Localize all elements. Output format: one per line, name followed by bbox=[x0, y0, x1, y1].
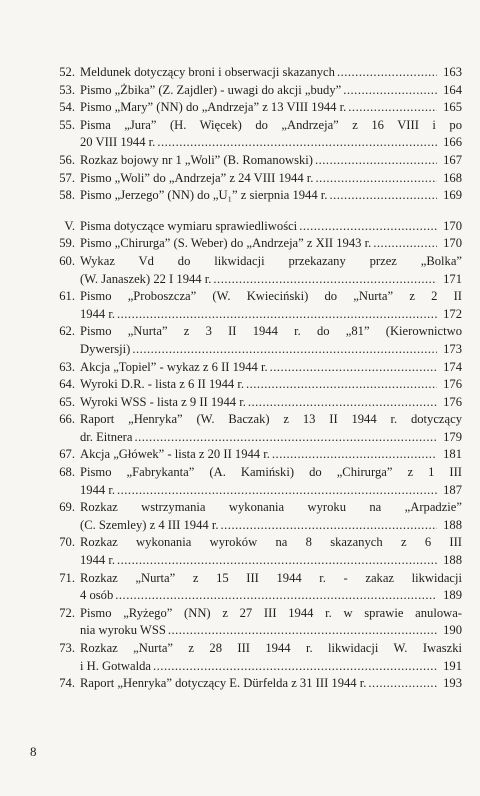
toc-entry-title-line: 1944 r. bbox=[80, 482, 115, 497]
toc-entry bbox=[52, 99, 462, 117]
toc-dot-leader bbox=[348, 99, 437, 117]
toc-entry-number: 72. bbox=[59, 605, 75, 620]
toc-entry-number: 59. bbox=[59, 236, 75, 251]
toc-entry-page: 173 bbox=[443, 341, 462, 356]
toc-section-number: V. bbox=[64, 218, 75, 233]
toc-entry-page: 168 bbox=[443, 170, 462, 185]
toc-entry bbox=[52, 499, 462, 534]
toc-entry-title-line: dr. Eitnera bbox=[80, 429, 133, 444]
toc-entry-title-line: 1944 r. bbox=[80, 306, 115, 321]
toc-entry bbox=[52, 376, 462, 394]
toc-entry-title-line: nia wyroku WSS bbox=[80, 623, 166, 638]
toc-section-v bbox=[52, 218, 462, 236]
toc-entry-title-line: Raport „Henryka” (W. Baczak) z 13 II 1944 r. dotyczący bbox=[80, 412, 462, 427]
toc-entry-title-line: (C. Szemley) z 4 III 1944 r. bbox=[80, 517, 219, 532]
toc-dot-leader bbox=[270, 359, 437, 377]
toc-entry bbox=[52, 187, 462, 205]
toc-entry bbox=[52, 253, 462, 288]
toc-entry-number: 61. bbox=[59, 289, 75, 304]
toc-dot-leader bbox=[115, 587, 437, 605]
toc-dot-leader bbox=[213, 271, 437, 289]
toc-dot-leader bbox=[315, 152, 437, 170]
toc-entry-number: 54. bbox=[59, 100, 75, 115]
toc-entry-title-line: Pismo „Woli” do „Andrzeja” z 24 VIII 1944 r. bbox=[80, 170, 314, 185]
toc-entry-number: 62. bbox=[59, 324, 75, 339]
toc-entry bbox=[52, 288, 462, 323]
toc-entry-number: 69. bbox=[59, 500, 75, 515]
toc-entry-title-line: Wykaz Vd do likwidacji przekazany przez „Bolka” bbox=[80, 253, 462, 268]
toc-entry-title-line: Akcja „Główek” - lista z 20 II 1944 r. bbox=[80, 447, 270, 462]
toc-group-justice bbox=[52, 235, 462, 692]
toc-entry bbox=[52, 323, 462, 358]
toc-entry-title-line: Raport „Henryka” dotyczący E. Dürfelda z 31 III 1944 r. bbox=[80, 676, 367, 691]
toc-entry-number: 68. bbox=[59, 465, 75, 480]
toc-entry-number: 55. bbox=[59, 117, 75, 132]
toc-entry-title-line: i H. Gotwalda bbox=[80, 658, 151, 673]
toc-entry bbox=[52, 640, 462, 675]
toc-entry bbox=[52, 411, 462, 446]
toc-entry-title-line: Pismo „Jerzego” (NN) do „U₁” z sierpnia 1944 r. bbox=[80, 188, 328, 203]
toc-entry-number: 63. bbox=[59, 359, 75, 374]
toc-dot-leader bbox=[117, 552, 437, 570]
toc-entry-page: 179 bbox=[443, 429, 462, 444]
toc-section-page: 170 bbox=[443, 218, 462, 233]
toc-entry-title-line: Rozkaz wykonania wyroków na 8 skazanych z 6 III bbox=[80, 535, 462, 550]
toc-dot-leader bbox=[299, 218, 437, 236]
toc-dot-leader bbox=[368, 675, 437, 693]
toc-dot-leader bbox=[315, 170, 437, 188]
toc-entry-page: 174 bbox=[443, 359, 462, 374]
toc-entry-number: 52. bbox=[59, 65, 75, 79]
toc-entry-title-line: Pismo „Nurta” z 3 II 1944 r. do „81” (Kierownictwo bbox=[80, 324, 462, 339]
toc-entry-page: 189 bbox=[443, 588, 462, 603]
toc-entry-page: 170 bbox=[443, 236, 462, 251]
toc-dot-leader bbox=[337, 64, 437, 82]
toc-entry-title-line: Pismo „Chirurga” (S. Weber) do „Andrzeja” z XII 1943 r. bbox=[80, 236, 372, 251]
toc-entry-title-line: (W. Janaszek) 22 I 1944 r. bbox=[80, 271, 212, 286]
toc-dot-leader bbox=[272, 446, 437, 464]
toc-entry-page: 176 bbox=[443, 394, 462, 409]
toc-dot-leader bbox=[134, 429, 437, 447]
toc-dot-leader bbox=[248, 394, 437, 412]
toc-entry bbox=[52, 170, 462, 188]
toc-entry-title-line: 1944 r. bbox=[80, 553, 115, 568]
toc-entry-title-line: Meldunek dotyczący broni i obserwacji skazanych bbox=[80, 65, 335, 79]
toc-entry bbox=[52, 117, 462, 152]
toc-entry bbox=[52, 152, 462, 170]
page-number: 8 bbox=[30, 744, 37, 759]
toc-entry-number: 70. bbox=[59, 535, 75, 550]
toc-entry-title-line: Pismo „Żbika” (Z. Zajdler) - uwagi do akcji „budy” bbox=[80, 82, 342, 97]
toc-entry-number: 66. bbox=[59, 412, 75, 427]
toc-entry-title-line: Pismo „Proboszcza” (W. Kwieciński) do „Nurta” z 2 II bbox=[80, 289, 462, 304]
toc-entry-page: 171 bbox=[443, 271, 462, 286]
toc-section-title: Pisma dotyczące wymiaru sprawiedliwości bbox=[80, 218, 298, 233]
toc-entry-title-line: 20 VIII 1944 r. bbox=[80, 135, 156, 150]
toc-entry-title-line: Rozkaz wstrzymania wykonania wyroku na „Arpadzie” bbox=[80, 500, 462, 515]
toc-entry-title-line: Rozkaz „Nurta” z 28 III 1944 r. likwidacji W. Iwaszki bbox=[80, 641, 462, 655]
toc-entry-number: 64. bbox=[59, 377, 75, 392]
toc-entry bbox=[52, 675, 462, 693]
table-of-contents bbox=[52, 64, 462, 693]
toc-entry-title-line: Akcja „Topiel” - wykaz z 6 II 1944 r. bbox=[80, 359, 268, 374]
toc-dot-leader bbox=[373, 235, 437, 253]
toc-entry-title-line: Wyroki WSS - lista z 9 II 1944 r. bbox=[80, 394, 246, 409]
toc-entry-number: 71. bbox=[59, 570, 75, 585]
toc-entry-page: 190 bbox=[443, 623, 462, 638]
toc-entry-number: 53. bbox=[59, 82, 75, 97]
toc-entry-number: 73. bbox=[59, 641, 75, 655]
toc-entry-title-line: Rozkaz bojowy nr 1 „Woli” (B. Romanowski) bbox=[80, 152, 313, 167]
toc-entry-number: 56. bbox=[59, 152, 75, 167]
toc-entry bbox=[52, 464, 462, 499]
toc-entry-page: 176 bbox=[443, 377, 462, 392]
toc-entry bbox=[52, 359, 462, 377]
toc-entry-number: 57. bbox=[59, 170, 75, 185]
toc-entry-number: 58. bbox=[59, 188, 75, 203]
toc-entry bbox=[52, 534, 462, 569]
toc-entry-number: 67. bbox=[59, 447, 75, 462]
toc-dot-leader bbox=[329, 187, 437, 205]
toc-dot-leader bbox=[132, 341, 437, 359]
toc-entry-number: 60. bbox=[59, 253, 75, 268]
toc-entry-page: 188 bbox=[443, 553, 462, 568]
toc-entry bbox=[52, 82, 462, 100]
toc-entry-title-line: Pisma „Jura” (H. Więcek) do „Andrzeja” z 16 VIII i po bbox=[80, 117, 462, 132]
toc-entry-page: 172 bbox=[443, 306, 462, 321]
toc-dot-leader bbox=[157, 134, 437, 152]
toc-entry-page: 169 bbox=[443, 188, 462, 203]
toc-entry bbox=[52, 605, 462, 640]
toc-entry-title-line: 4 osób bbox=[80, 588, 114, 603]
toc-entry-title-line: Pismo „Mary” (NN) do „Andrzeja” z 13 VIII 1944 r. bbox=[80, 100, 347, 115]
toc-entry-page: 181 bbox=[443, 447, 462, 462]
toc-entry bbox=[52, 64, 462, 82]
toc-dot-leader bbox=[117, 482, 437, 500]
toc-entry-page: 164 bbox=[443, 82, 462, 97]
toc-dot-leader bbox=[153, 658, 437, 676]
toc-dot-leader bbox=[168, 622, 437, 640]
toc-dot-leader bbox=[117, 306, 437, 324]
toc-entry bbox=[52, 446, 462, 464]
toc-dot-leader bbox=[246, 376, 437, 394]
toc-entry-page: 191 bbox=[443, 658, 462, 673]
toc-entry bbox=[52, 394, 462, 412]
toc-entry-page: 188 bbox=[443, 517, 462, 532]
toc-entry-title-line: Pismo „Fabrykanta” (A. Kamiński) do „Chirurga” z 1 III bbox=[80, 465, 462, 480]
toc-entry-title-line: Pismo „Ryżego” (NN) z 27 III 1944 r. w sprawie anulowa- bbox=[80, 605, 462, 620]
toc-dot-leader bbox=[343, 82, 437, 100]
toc-entry-page: 167 bbox=[443, 152, 462, 167]
toc-entry-number: 74. bbox=[59, 676, 75, 691]
toc-entry-page: 165 bbox=[443, 100, 462, 115]
toc-entry-page: 187 bbox=[443, 482, 462, 497]
toc-group-documents bbox=[52, 64, 462, 205]
toc-entry-title-line: Dywersji) bbox=[80, 341, 131, 356]
toc-dot-leader bbox=[221, 517, 438, 535]
toc-entry-number: 65. bbox=[59, 394, 75, 409]
toc-entry bbox=[52, 235, 462, 253]
toc-entry-title-line: Wyroki D.R. - lista z 6 II 1944 r. bbox=[80, 377, 244, 392]
toc-entry bbox=[52, 570, 462, 605]
toc-entry-page: 163 bbox=[443, 65, 462, 79]
toc-entry-page: 193 bbox=[443, 676, 462, 691]
toc-entry-title-line: Rozkaz „Nurta” z 15 III 1944 r. - zakaz likwidacji bbox=[80, 570, 462, 585]
toc-entry-page: 166 bbox=[443, 135, 462, 150]
